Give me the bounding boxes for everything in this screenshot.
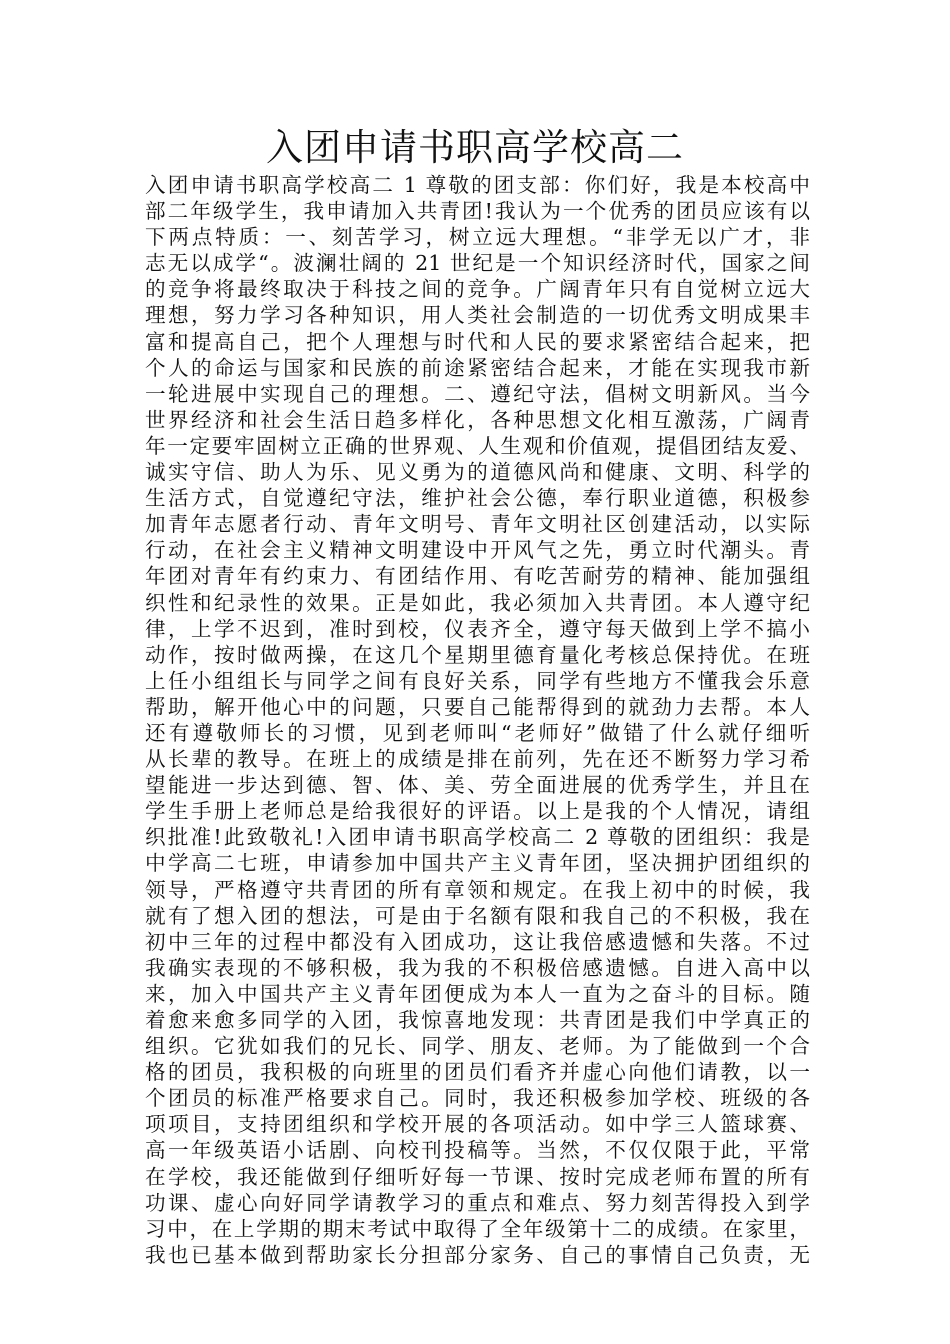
body-line: 动作，按时做两操，在这几个星期里德育量化考核总保持优。在班 — [145, 642, 810, 667]
body-line: 年团对青年有约束力、有团结作用、有吃苦耐劳的精神、能加强组 — [145, 564, 810, 589]
body-line: 中学高二七班，申请参加中国共产主义青年团，坚决拥护团组织的 — [145, 851, 810, 876]
body-line: 一轮进展中实现自己的理想。二、遵纪守法，倡树文明新风。当今 — [145, 381, 810, 406]
body-line: 学生手册上老师总是给我很好的评语。以上是我的个人情况，请组 — [145, 799, 810, 824]
body-line: 织性和纪录性的效果。正是如此，我必须加入共青团。本人遵守纪 — [145, 590, 810, 615]
body-line: 上任小组组长与同学之间有良好关系，同学有些地方不懂我会乐意 — [145, 668, 810, 693]
body-line: 初中三年的过程中都没有入团成功，这让我倍感遗憾和失落。不过 — [145, 929, 810, 954]
body-line: 志无以成学“。波澜壮阔的 21 世纪是一个知识经济时代，国家之间 — [145, 251, 810, 276]
body-line: 就有了想入团的想法，可是由于名额有限和我自己的不积极，我在 — [145, 903, 810, 928]
body-line: 部二年级学生，我申请加入共青团!我认为一个优秀的团员应该有以 — [145, 199, 810, 224]
body-line: 年一定要牢固树立正确的世界观、人生观和价值观，提倡团结友爱、 — [145, 433, 810, 458]
body-line: 功课、虚心向好同学请教学习的重点和难点、努力刻苦得投入到学 — [145, 1190, 810, 1215]
body-line: 着愈来愈多同学的入团，我惊喜地发现：共青团是我们中学真正的 — [145, 1008, 810, 1032]
body-line: 来，加入中国共产主义青年团便成为本人一直为之奋斗的目标。随 — [145, 981, 810, 1006]
body-line: 富和提高自己，把个人理想与时代和人民的要求紧密结合起来，把 — [145, 329, 810, 354]
body-line: 理想，努力学习各种知识，用人类社会制造的一切优秀文明成果丰 — [145, 303, 810, 328]
body-line: 入团申请书职高学校高二 1 尊敬的团支部：你们好，我是本校高中 — [145, 173, 810, 197]
body-line: 组织。它犹如我们的兄长、同学、朋友、老师。为了能做到一个合 — [145, 1034, 810, 1059]
document-title: 入团申请书职高学校高二 — [266, 126, 684, 169]
body-line: 还有遵敬师长的习惯，见到老师叫“老师好”做错了什么就仔细听 — [145, 720, 810, 745]
body-line: 领导，严格遵守共青团的所有章领和规定。在我上初中的时候，我 — [145, 877, 810, 902]
body-line: 诚实守信、助人为乐、见义勇为的道德风尚和健康、文明、科学的 — [145, 460, 810, 485]
body-line: 生活方式，自觉遵纪守法，维护社会公德，奉行职业道德，积极参 — [145, 486, 810, 511]
body-line: 织批准!此致敬礼!入团申请书职高学校高二 2 尊敬的团组织：我是 — [145, 825, 810, 850]
body-line: 行动，在社会主义精神文明建设中开风气之先，勇立时代潮头。青 — [145, 538, 810, 563]
body-line: 下两点特质：一、刻苦学习，树立远大理想。“非学无以广才，非 — [145, 225, 810, 250]
body-line: 的竞争将最终取决于科技之间的竞争。广阔青年只有自觉树立远大 — [145, 277, 810, 302]
body-line: 从长辈的教导。在班上的成绩是排在前列，先在还不断努力学习希 — [145, 747, 810, 772]
body-line: 望能进一步达到德、智、体、美、劳全面进展的优秀学生，并且在 — [145, 773, 810, 798]
body-line: 项项目，支持团组织和学校开展的各项活动。如中学三人篮球赛、 — [145, 1112, 810, 1137]
body-line: 高一年级英语小话剧、向校刊投稿等。当然，不仅仅限于此，平常 — [145, 1138, 810, 1163]
body-line: 个团员的标准严格要求自己。同时，我还积极参加学校、班级的各 — [145, 1086, 810, 1111]
body-line: 格的团员，我积极的向班里的团员们看齐并虚心向他们请教，以一 — [145, 1060, 810, 1085]
body-line: 个人的命运与国家和民族的前途紧密结合起来，才能在实现我市新 — [145, 355, 810, 380]
document-body — [145, 172, 810, 1268]
body-line: 加青年志愿者行动、青年文明号、青年文明社区创建活动，以实际 — [145, 512, 810, 537]
body-line: 我确实表现的不够积极，我为我的不积极倍感遗憾。自进入高中以 — [145, 955, 810, 980]
body-line: 帮助，解开他心中的问题，只要自己能帮得到的就劲力去帮。本人 — [145, 694, 810, 719]
body-line: 习中，在上学期的期末考试中取得了全年级第十二的成绩。在家里， — [145, 1216, 810, 1241]
body-line: 世界经济和社会生活日趋多样化，各种思想文化相互激荡，广阔青 — [145, 407, 810, 432]
body-line: 在学校，我还能做到仔细听好每一节课、按时完成老师布置的所有 — [145, 1164, 810, 1189]
body-line: 我也已基本做到帮助家长分担部分家务、自己的事情自己负责，无 — [145, 1242, 810, 1267]
body-line: 律，上学不迟到，准时到校，仪表齐全，遵守每天做到上学不搞小 — [145, 616, 810, 641]
